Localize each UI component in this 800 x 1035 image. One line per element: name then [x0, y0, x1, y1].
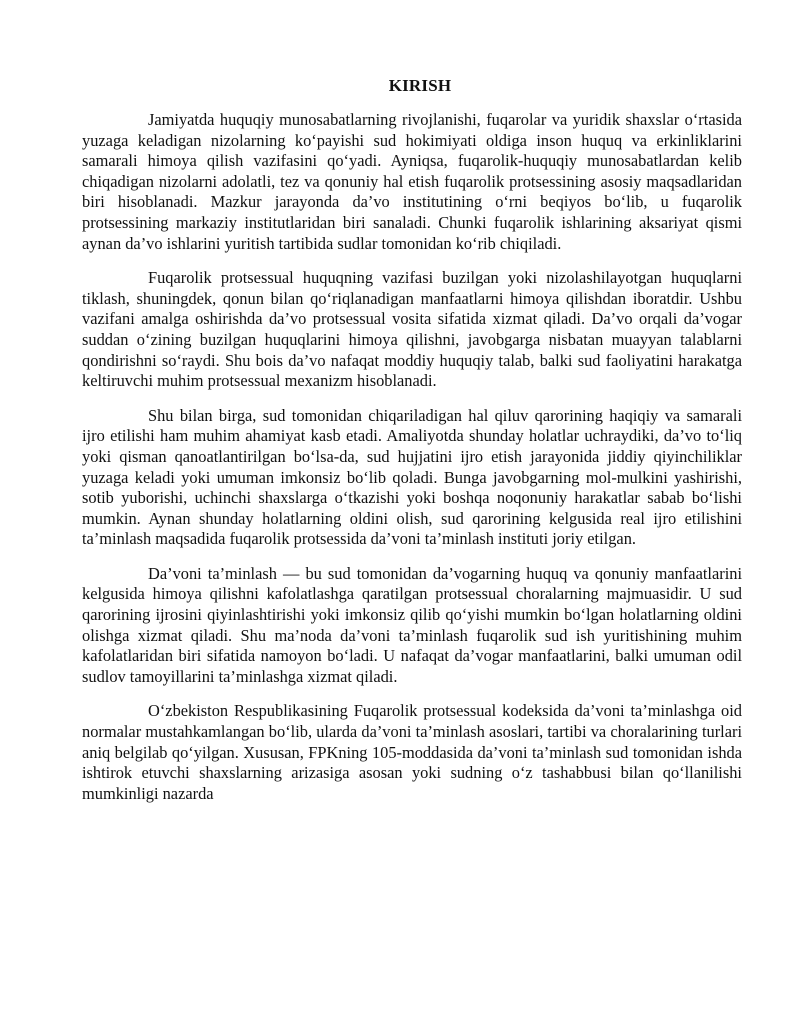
- paragraph-2: Fuqarolik protsessual huquqning vazifasi buzilgan yoki nizolashilayotgan huquqlarni tiklash, shuningdek, qonun bilan qo‘riqlanadigan manfaatlarni himoya qilishdan iboratdir. Ushbu vazifani amalga oshirishda da’vo protsessual vosita sifatida xizmat qiladi. Da’vo orqali da’vogar suddan o‘zining buzilgan huquqlarini himoya qilishni, javobgarga nisbatan muayyan talablarni qondirishni so‘raydi. Shu bois da’vo nafaqat moddiy huquqiy talab, balki sud faoliyatini harakatga keltiruvchi muhim protsessual mexanizm hisoblanadi.: [82, 268, 742, 391]
- page-title: KIRISH: [388, 76, 452, 95]
- paragraph-3: Shu bilan birga, sud tomonidan chiqariladigan hal qiluv qarorining haqiqiy va samarali ijro etilishi ham muhim ahamiyat kasb etadi. Amaliyotda shunday holatlar uchraydiki, da’vo to‘liq yoki qisman qanoatlantirilgan bo‘lsa-da, sud hujjatini ijro etish jarayonida jiddiy qiyinchiliklar yuzaga keladi yoki umuman imkonsiz bo‘lib qoladi. Bunga javobgarning mol-mulkini yashirishi, sotib yuborishi, uchinchi shaxslarga o‘tkazishi yoki boshqa noqonuniy harakatlar sabab bo‘lishi mumkin. Aynan shunday holatlarning oldini olish, sud qarorining kelgusida real ijro etilishini ta’minlash maqsadida fuqarolik protsessida da’voni ta’minlash instituti joriy etilgan.: [82, 405, 742, 549]
- paragraph-4: Da’voni ta’minlash — bu sud tomonidan da’vogarning huquq va qonuniy manfaatlarini kelgusida himoya qilishni kafolatlashga qaratilgan protsessual choralarning majmuasidir. U sud qarorining ijrosini qiyinlashtirishi yoki imkonsiz qilib qo‘yishi mumkin bo‘lgan holatlarning oldini olishga xizmat qiladi. Shu ma’noda da’voni ta’minlash fuqarolik sud ish yuritishining muhim kafolatlaridan biri sifatida namoyon bo‘ladi. U nafaqat da’vogar manfaatlarini, balki umuman odil sudlov tamoyillarini ta’minlashga xizmat qiladi.: [82, 563, 742, 686]
- document-page: [82, 76, 742, 818]
- paragraph-1: Jamiyatda huquqiy munosabatlarning rivojlanishi, fuqarolar va yuridik shaxslar o‘rtasida yuzaga keladigan nizolarning ko‘payishi sud hokimiyati oldiga inson huquq va erkinliklarini samarali himoya qilish vazifasini qo‘yadi. Ayniqsa, fuqarolik-huquqiy munosabatlardan kelib chiqadigan nizolarni adolatli, tez va qonuniy hal etish fuqarolik protsessining asosiy maqsadlaridan biri hisoblanadi. Mazkur jarayonda da’vo institutining o‘rni beqiyos bo‘lib, u fuqarolik protsessining markaziy institutlaridan biri sanaladi. Chunki fuqarolik ishlarining aksariyat qismi aynan da’vo ishlarini yuritish tartibida sudlar tomonidan ko‘rib chiqiladi.: [82, 110, 742, 253]
- paragraph-5: O‘zbekiston Respublikasining Fuqarolik protsessual kodeksida da’voni ta’minlashga oid normalar mustahkamlangan bo‘lib, ularda da’voni ta’minlash asoslari, tartibi va choralarining turlari aniq belgilab qo‘yilgan. Xususan, FPKning 105-moddasida da’voni ta’minlash sud tomonidan ishda ishtirok etuvchi shaxslarning arizasiga asosan yoki sudning o‘z tashabbusi bilan qo‘llanilishi mumkinligi nazarda: [82, 701, 742, 803]
